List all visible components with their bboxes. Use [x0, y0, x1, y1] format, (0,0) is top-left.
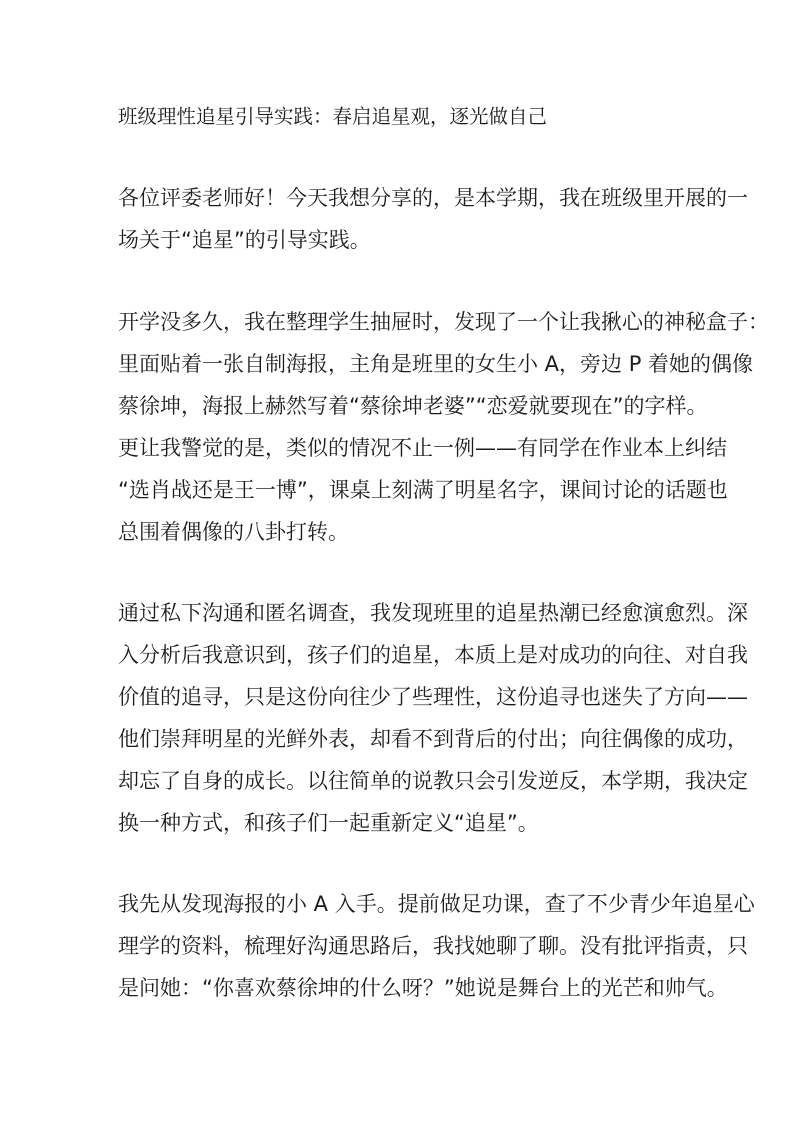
paragraph-line: 更让我警觉的是，类似的情况不止一例——有同学在作业本上纠结 — [118, 436, 727, 460]
paragraph-line: 总围着偶像的八卦打转。 — [118, 520, 349, 544]
paragraph-line: 换一种方式，和孩子们一起重新定义“追星”。 — [118, 811, 539, 835]
paragraph-line: 他们崇拜明星的光鲜外表，却看不到背后的付出；向往偶像的成功， — [118, 727, 748, 751]
paragraph-line: 却忘了自身的成长。以往简单的说教只会引发逆反，本学期，我决定 — [118, 769, 748, 793]
paragraph-line: 我先从发现海报的小 A 入手。提前做足功课，查了不少青少年追星心 — [118, 892, 755, 916]
paragraph-line: 理学的资料，梳理好沟通思路后，我找她聊了聊。没有批评指责，只 — [118, 934, 748, 958]
paragraph-line: 场关于“追星”的引导实践。 — [118, 228, 371, 252]
paragraph-line: 里面贴着一张自制海报，主角是班里的女生小 A，旁边 P 着她的偶像 — [118, 352, 754, 376]
paragraph-line: 价值的追寻，只是这份向往少了些理性，这份追寻也迷失了方向—— — [118, 685, 748, 709]
paragraph-line: 入分析后我意识到，孩子们的追星，本质上是对成功的向往、对自我 — [118, 643, 748, 667]
paragraph-line: 是问她：“你喜欢蔡徐坤的什么呀？”她说是舞台上的光芒和帅气。 — [118, 976, 728, 1000]
paragraph-line: 各位评委老师好！今天我想分享的，是本学期，我在班级里开展的一 — [118, 186, 748, 210]
paragraph-line: 开学没多久，我在整理学生抽屉时，发现了一个让我揪心的神秘盒子： — [118, 310, 769, 334]
document-title: 班级理性追星引导实践：春启追星观，逐光做自己 — [118, 105, 548, 128]
paragraph-line: “选肖战还是王一博”，课桌上刻满了明星名字，课间讨论的话题也 — [118, 478, 728, 502]
paragraph-line: 通过私下沟通和匿名调查，我发现班里的追星热潮已经愈演愈烈。深 — [118, 601, 748, 625]
paragraph-line: 蔡徐坤，海报上赫然写着“蔡徐坤老婆”“恋爱就要现在”的字样。 — [118, 394, 708, 418]
